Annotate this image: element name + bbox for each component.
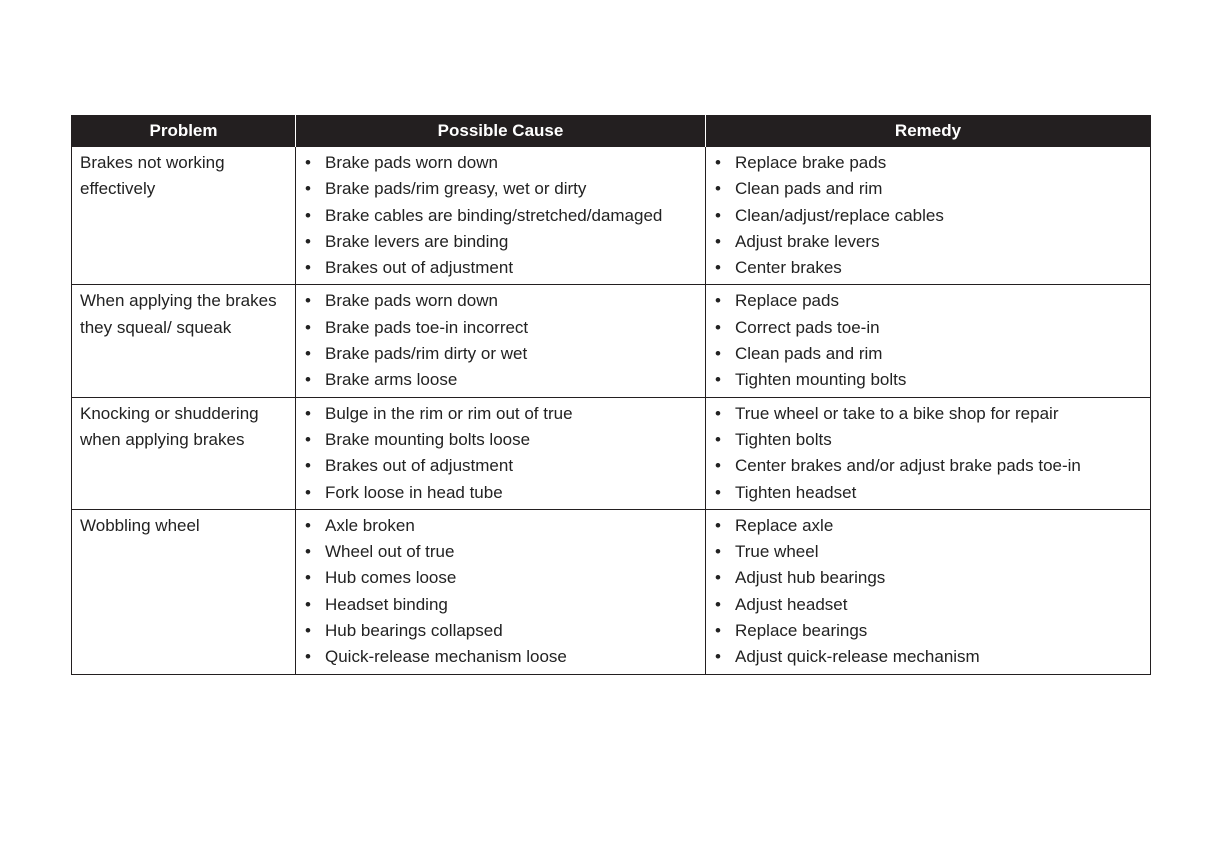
header-problem: Problem — [72, 115, 296, 147]
cause-list-item: • Brakes out of adjustment — [304, 453, 697, 479]
remedy-list-item: • Center brakes and/or adjust brake pads toe-in — [714, 453, 1142, 479]
cause-list-item: • Headset binding — [304, 592, 697, 618]
remedy-cell — [706, 397, 1151, 509]
cause-list-item: • Fork loose in head tube — [304, 480, 697, 506]
remedy-list-item: • True wheel — [714, 539, 1142, 565]
problem-cell: Knocking or shuddering when applying brakes — [72, 397, 296, 509]
table-row — [72, 509, 1151, 674]
remedy-list-item: • True wheel or take to a bike shop for repair — [714, 401, 1142, 427]
remedy-list-item: • Center brakes — [714, 255, 1142, 281]
cause-list — [304, 288, 697, 393]
remedy-list-item: • Adjust headset — [714, 592, 1142, 618]
remedy-list — [714, 401, 1142, 506]
cause-list-item: • Brake levers are binding — [304, 229, 697, 255]
cause-list-item: • Brake pads worn down — [304, 288, 697, 314]
remedy-list-item: • Clean pads and rim — [714, 341, 1142, 367]
remedy-list-item: • Replace brake pads — [714, 150, 1142, 176]
remedy-list-item: • Adjust quick-release mechanism — [714, 644, 1142, 670]
cause-list-item: • Brake arms loose — [304, 367, 697, 393]
table-row — [72, 285, 1151, 397]
remedy-list-item: • Clean pads and rim — [714, 176, 1142, 202]
possible-cause-cell — [296, 147, 706, 285]
troubleshooting-table — [71, 115, 1151, 675]
table-row — [72, 147, 1151, 285]
problem-cell: When applying the brakes they squeal/ squeak — [72, 285, 296, 397]
possible-cause-cell — [296, 509, 706, 674]
remedy-cell — [706, 285, 1151, 397]
cause-list — [304, 401, 697, 506]
cause-list — [304, 150, 697, 281]
cause-list-item: • Wheel out of true — [304, 539, 697, 565]
header-remedy: Remedy — [706, 115, 1151, 147]
remedy-list-item: • Adjust brake levers — [714, 229, 1142, 255]
cause-list-item: • Brake mounting bolts loose — [304, 427, 697, 453]
remedy-list-item: • Replace axle — [714, 513, 1142, 539]
header-possible-cause: Possible Cause — [296, 115, 706, 147]
cause-list-item: • Quick-release mechanism loose — [304, 644, 697, 670]
cause-list-item: • Hub comes loose — [304, 565, 697, 591]
remedy-list — [714, 150, 1142, 281]
cause-list-item: • Brake pads/rim dirty or wet — [304, 341, 697, 367]
cause-list-item: • Axle broken — [304, 513, 697, 539]
remedy-list-item: • Tighten mounting bolts — [714, 367, 1142, 393]
remedy-cell — [706, 147, 1151, 285]
possible-cause-cell — [296, 285, 706, 397]
cause-list-item: • Brake pads/rim greasy, wet or dirty — [304, 176, 697, 202]
remedy-list-item: • Replace pads — [714, 288, 1142, 314]
remedy-cell — [706, 509, 1151, 674]
remedy-list-item: • Clean/adjust/replace cables — [714, 203, 1142, 229]
table-header-row — [72, 115, 1151, 147]
table-row — [72, 397, 1151, 509]
problem-cell: Brakes not working effectively — [72, 147, 296, 285]
cause-list-item: • Brake pads toe-in incorrect — [304, 315, 697, 341]
possible-cause-cell — [296, 397, 706, 509]
remedy-list — [714, 288, 1142, 393]
remedy-list-item: • Replace bearings — [714, 618, 1142, 644]
remedy-list-item: • Correct pads toe-in — [714, 315, 1142, 341]
cause-list-item: • Brakes out of adjustment — [304, 255, 697, 281]
cause-list — [304, 513, 697, 671]
remedy-list-item: • Tighten bolts — [714, 427, 1142, 453]
troubleshooting-table-container — [71, 115, 1150, 675]
problem-cell: Wobbling wheel — [72, 509, 296, 674]
remedy-list-item: • Tighten headset — [714, 480, 1142, 506]
cause-list-item: • Brake pads worn down — [304, 150, 697, 176]
cause-list-item: • Brake cables are binding/stretched/damaged — [304, 203, 697, 229]
remedy-list — [714, 513, 1142, 671]
remedy-list-item: • Adjust hub bearings — [714, 565, 1142, 591]
cause-list-item: • Hub bearings collapsed — [304, 618, 697, 644]
cause-list-item: • Bulge in the rim or rim out of true — [304, 401, 697, 427]
table-body — [72, 147, 1151, 675]
